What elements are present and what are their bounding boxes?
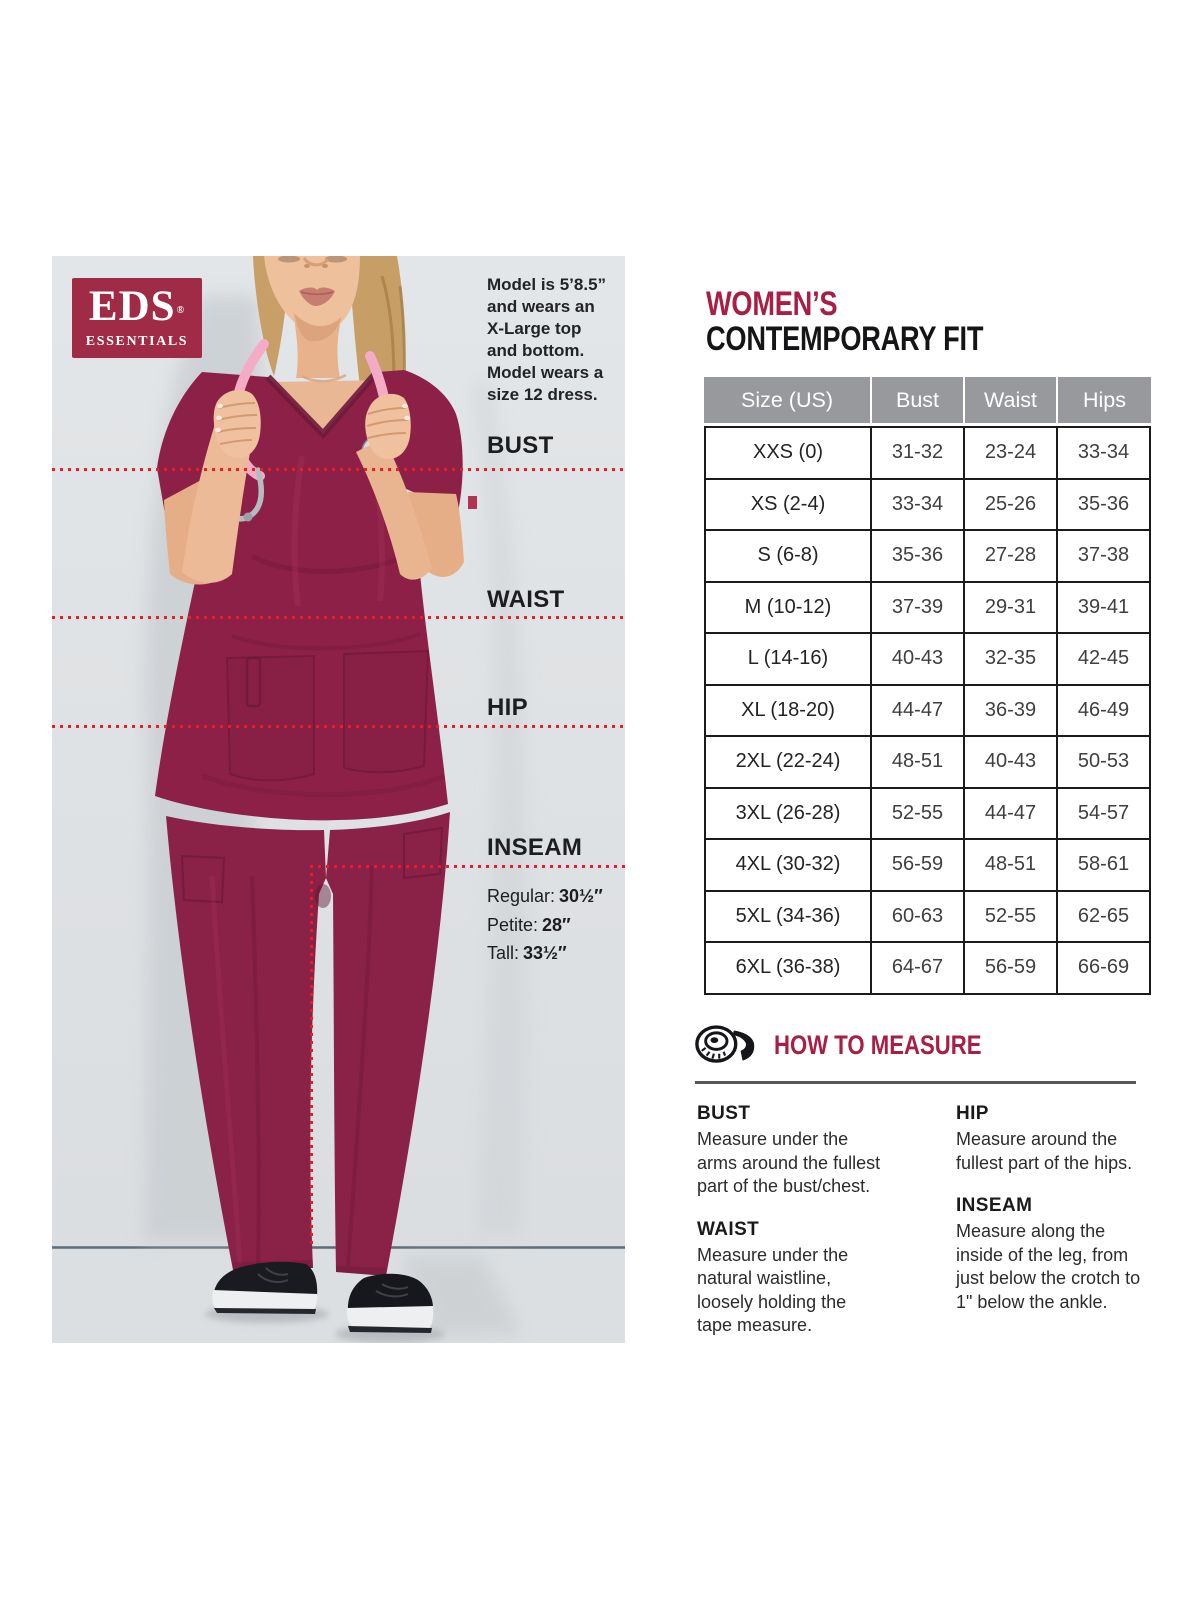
table-row [704,426,1151,480]
table-header-row [704,377,1151,426]
section-divider [695,1081,1136,1084]
measurement-cell: 33-34 [872,480,965,532]
how-to-measure-header [694,1022,1027,1068]
size-table-body [704,426,1151,995]
size-cell: XL (18-20) [704,686,872,738]
measurement-cell: 66-69 [1058,943,1151,995]
table-row [704,943,1151,995]
size-cell: M (10-12) [704,583,872,635]
measure-column-right [956,1103,1146,1334]
measurement-cell: 44-47 [965,789,1058,841]
brand-subname: ESSENTIALS [85,334,189,349]
table-row [704,634,1151,686]
size-cell: 5XL (34-36) [704,892,872,944]
measurement-cell: 52-55 [872,789,965,841]
table-row [704,686,1151,738]
size-cell: XS (2-4) [704,480,872,532]
waist-label: WAIST [487,586,565,613]
measure-section-heading: WAIST [697,1218,760,1240]
measurement-cell: 37-39 [872,583,965,635]
inseam-label: INSEAM [487,834,583,861]
brand-logo [72,278,202,358]
waist-guideline [52,616,625,619]
measure-section-inseam [956,1195,1146,1314]
measurement-cell: 27-28 [965,531,1058,583]
table-row [704,789,1151,841]
measurement-cell: 54-57 [1058,789,1151,841]
measure-section-waist [697,1219,885,1338]
measurement-cell: 31-32 [872,426,965,480]
measurement-cell: 29-31 [965,583,1058,635]
inseam-option-petite: Petite: 28″ [487,914,571,935]
model-photo [52,256,625,1343]
page-title [706,287,1053,357]
tape-measure-icon [694,1022,760,1068]
measurement-cell: 48-51 [872,737,965,789]
measurement-cell: 36-39 [965,686,1058,738]
table-row [704,531,1151,583]
measure-section-hip [956,1103,1146,1175]
bust-guideline [52,468,625,471]
bust-label: BUST [487,432,554,459]
column-header: Size (US) [704,377,872,426]
table-row [704,480,1151,532]
inseam-option-regular: Regular: 30½″ [487,886,603,906]
measurement-cell: 42-45 [1058,634,1151,686]
size-cell: 2XL (22-24) [704,737,872,789]
column-header: Hips [1058,377,1151,426]
size-cell: 3XL (26-28) [704,789,872,841]
table-row [704,840,1151,892]
measurement-cell: 39-41 [1058,583,1151,635]
measurement-cell: 25-26 [965,480,1058,532]
measure-section-text: Measure along the inside of the leg, from just below the crotch to 1" below the ankle. [956,1221,1141,1312]
inseam-vertical-guideline [310,865,313,1247]
measurement-cell: 40-43 [872,634,965,686]
model-note: Model is 5’8.5” and wears an X-Large top and bottom. Model wears a size 12 dress. [487,275,607,404]
table-row [704,737,1151,789]
how-to-measure-title: HOW TO MEASURE [774,1029,982,1060]
measurement-cell: 46-49 [1058,686,1151,738]
measurement-cell: 48-51 [965,840,1058,892]
brand-name: EDS® [88,283,186,330]
measurement-cell: 50-53 [1058,737,1151,789]
size-cell: S (6-8) [704,531,872,583]
measurement-cell: 62-65 [1058,892,1151,944]
measure-section-heading: BUST [697,1103,751,1124]
column-header: Bust [872,377,965,426]
measure-section-heading: INSEAM [956,1195,1033,1216]
measurement-cell: 37-38 [1058,531,1151,583]
column-header: Waist [965,377,1058,426]
inseam-option-tall: Tall: 33½″ [487,943,567,963]
hip-label: HIP [487,694,528,721]
measurement-cell: 60-63 [872,892,965,944]
measurement-cell: 56-59 [872,840,965,892]
inseam-guideline [310,865,625,868]
measurement-cell: 56-59 [965,943,1058,995]
inseam-options [487,882,603,968]
measurement-cell: 44-47 [872,686,965,738]
measurement-cell: 35-36 [1058,480,1151,532]
measurement-cell: 23-24 [965,426,1058,480]
measurement-cell: 33-34 [1058,426,1151,480]
size-chart-table [704,377,1151,995]
measure-column-left [697,1103,885,1358]
measure-section-text: Measure under the arms around the fullest part of the bust/chest. [697,1129,881,1196]
measure-section-text: Measure around the fullest part of the hips. [956,1129,1133,1173]
measure-section-bust [697,1103,885,1199]
registered-mark: ® [176,305,186,316]
size-cell: XXS (0) [704,426,872,480]
size-cell: 4XL (30-32) [704,840,872,892]
table-row [704,583,1151,635]
measurement-cell: 40-43 [965,737,1058,789]
page-title-line2: CONTEMPORARY FIT [706,320,984,358]
size-cell: L (14-16) [704,634,872,686]
hip-guideline [52,725,625,728]
model-illustration [52,256,625,1343]
measurement-cell: 32-35 [965,634,1058,686]
measurement-cell: 52-55 [965,892,1058,944]
measure-section-heading: HIP [956,1103,989,1124]
size-cell: 6XL (36-38) [704,943,872,995]
measurement-cell: 35-36 [872,531,965,583]
table-row [704,892,1151,944]
page-title-line1: WOMEN’S [706,285,838,323]
measure-section-text: Measure under the natural waistline, loosely holding the tape measure. [697,1244,849,1335]
measurement-cell: 64-67 [872,943,965,995]
measurement-cell: 58-61 [1058,840,1151,892]
